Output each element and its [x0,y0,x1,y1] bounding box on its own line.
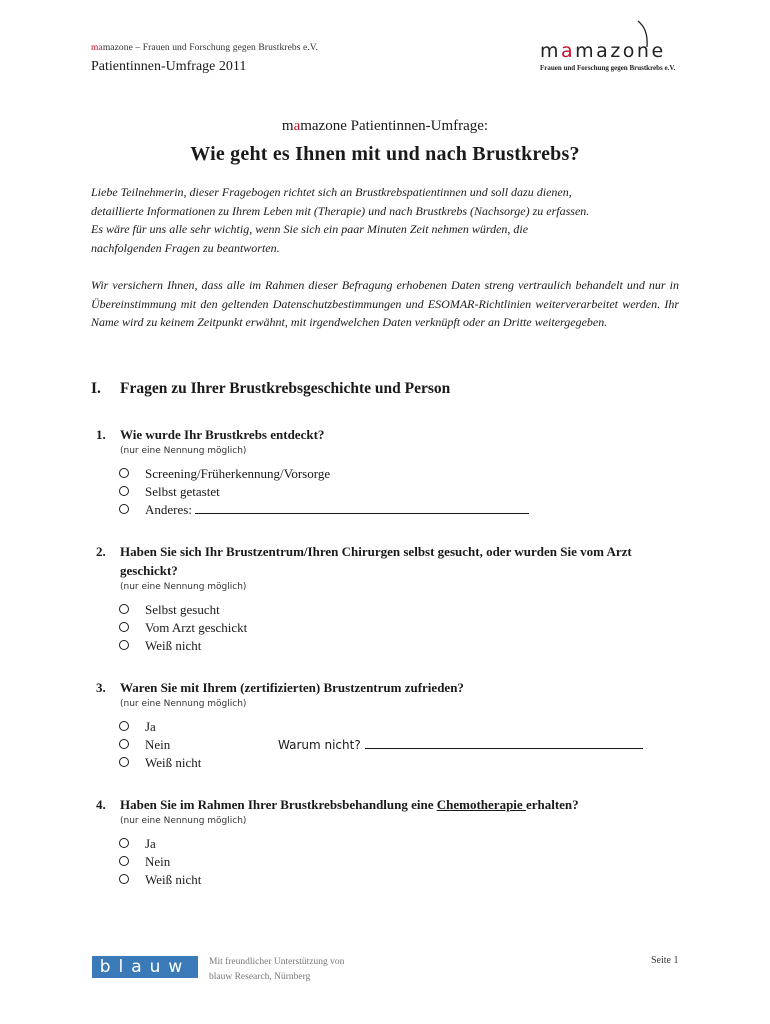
intro-line: Es wäre für uns alle sehr wichtig, wenn Sie sich ein paar Minuten Zeit nehmen würden, die [91,222,529,236]
answer-line[interactable] [195,502,529,514]
intro-line: nachfolgenden Fragen zu beantworten. [91,240,280,255]
option-label: Anderes: [145,502,196,517]
header-organization-line [91,43,318,53]
option-item[interactable] [119,465,686,483]
footer-support-text [209,955,344,985]
option-label: Nein [145,854,171,869]
logo-tagline: Frauen und Forschung gegen Brustkrebs e.V. [540,64,676,72]
option-list [96,465,686,519]
survey-subtitle: mamazone Patientinnen-Umfrage: [281,118,489,134]
radio-button[interactable] [119,640,129,650]
blauw-logo: blauw [92,956,198,978]
question-note: (nur eine Nennung möglich) [120,816,247,826]
section-number: I. [91,380,101,397]
option-item[interactable] [119,754,686,772]
option-item[interactable] [119,601,686,619]
option-list [96,601,686,655]
radio-button[interactable] [119,468,129,478]
header-org-accent: ma [91,43,103,53]
radio-button[interactable] [119,622,129,632]
follow-up-question: Warum nicht? [278,736,643,754]
question-3 [96,678,686,772]
question-title: 1. Wie wurde Ihr Brustkrebs entdeckt? [96,427,325,442]
radio-button[interactable] [119,721,129,731]
mamazone-logo [538,20,688,72]
footer-support-line: blauw Research, Nürnberg [209,972,311,982]
intro-paragraph-1 [91,183,679,257]
option-item[interactable] [119,853,686,871]
question-title: 2. Haben Sie sich Ihr Brustzentrum/Ihren Chirurgen selbst gesucht, oder wurden Sie vom Arzt geschickt? [96,544,632,578]
question-1 [96,425,686,519]
intro-line: Liebe Teilnehmerin, dieser Fragebogen richtet sich an Brustkrebspatientinnen und soll dazu dienen, [91,185,572,199]
option-label: Weiß nicht [145,872,202,887]
question-2 [96,542,686,655]
option-label: Screening/Früherkennung/Vorsorge [145,466,331,481]
option-item[interactable] [119,835,686,853]
radio-button[interactable] [119,874,129,884]
option-label: Ja [145,719,156,734]
question-title: 3. Waren Sie mit Ihrem (zertifizierten) Brustzentrum zufrieden? [96,680,464,695]
header-survey-title: Patientinnen-Umfrage 2011 [91,59,247,74]
option-label: Nein [145,737,171,752]
option-list [96,835,686,889]
option-item[interactable] [119,718,686,736]
option-label: Ja [145,836,156,851]
radio-button[interactable] [119,486,129,496]
radio-button[interactable] [119,739,129,749]
option-item[interactable] [119,736,686,754]
section-heading [91,380,450,398]
intro-line: detaillierte Informationen zu Ihrem Leben mit (Therapie) und nach Brustkrebs (Nachsorge) zu erfassen. [91,203,590,218]
intro-paragraph-2: Wir versichern Ihnen, dass alle im Rahmen dieser Befragung erhobenen Daten streng vertraulich behandelt und nur in Übereinstimmung mit den geltenden Datenschutzbestimmungen und ESOMAR-Richtlinien weiterverarbeitet werden. Ihr Name wird zu keinem Zeitpunkt erwähnt, mit irgendwelchen Daten verknüpft oder an Dritte weitergegeben. [91,278,679,329]
option-item[interactable] [119,871,686,889]
survey-main-title: Wie geht es Ihnen mit und nach Brustkrebs? [190,143,580,165]
option-item[interactable] [119,483,686,501]
option-label: Weiß nicht [145,755,202,770]
question-note: (nur eine Nennung möglich) [120,582,247,592]
underlined-term: Chemotherapie [436,797,526,812]
option-list [96,718,686,772]
radio-button[interactable] [119,504,129,514]
option-item[interactable] [119,619,686,637]
radio-button[interactable] [119,604,129,614]
radio-button[interactable] [119,757,129,767]
answer-line[interactable] [365,737,643,749]
option-label: Vom Arzt geschickt [145,620,248,635]
question-4 [96,795,686,889]
option-label: Selbst getastet [145,484,220,499]
option-label: Selbst gesucht [145,602,220,617]
radio-button[interactable] [119,856,129,866]
page-number: Seite 1 [651,955,679,966]
option-item[interactable] [119,637,686,655]
question-title: 4. Haben Sie im Rahmen Ihrer Brustkrebsbehandlung eine Chemotherapie erhalten? [96,797,579,812]
question-note: (nur eine Nennung möglich) [120,699,247,709]
logo-wordmark: mamazone [540,40,666,62]
header-org-rest: mazone – Frauen und Forschung gegen Brustkrebs e.V. [102,43,319,53]
radio-button[interactable] [119,838,129,848]
section-title: Fragen zu Ihrer Brustkrebsgeschichte und Person [120,380,451,397]
option-item[interactable] [119,501,686,519]
footer-support-line: Mit freundlicher Unterstützung von [209,957,345,967]
option-label: Weiß nicht [145,638,202,653]
question-note: (nur eine Nennung möglich) [120,446,247,456]
